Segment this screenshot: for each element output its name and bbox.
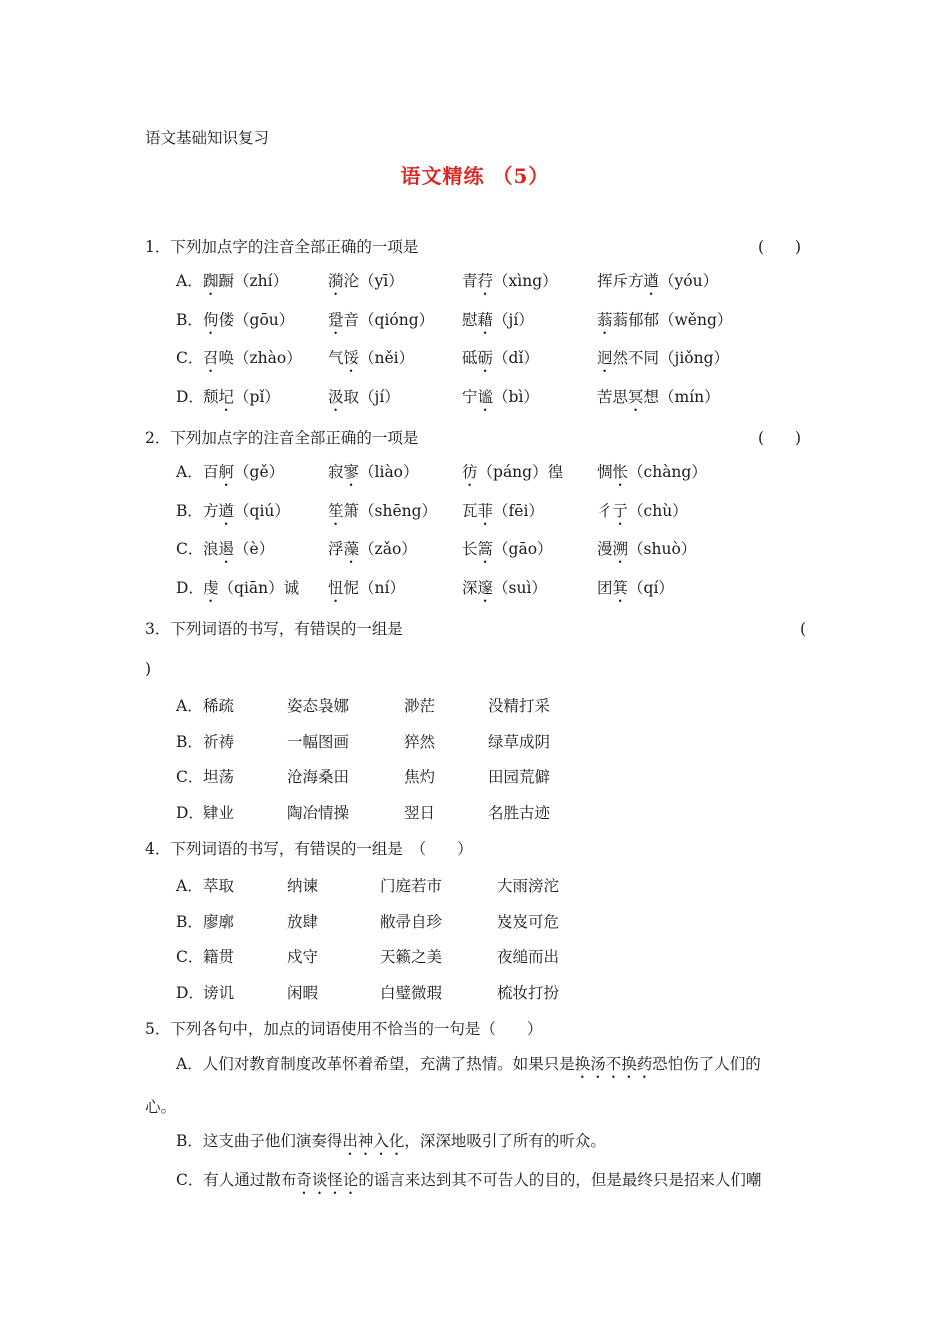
q1-option-item [328,310,434,338]
dotted-character: 遒 [218,502,235,520]
option-text: 砥 [462,349,478,367]
dotted-character: 踟 [203,272,219,290]
q2-option-item [328,539,417,567]
dotted-character: 寥 [343,463,360,481]
q4-option-letter: C． [176,948,204,966]
q2-option-letter: C． [176,540,204,558]
dotted-character: 怅 [612,463,629,481]
dotted-character: 迥 [597,349,613,367]
q3-option-word: 一幅图画 [287,733,350,751]
q4-option-word: 廖廓 [203,913,235,931]
q1-option-item [203,387,280,415]
option-text: （gě） [234,463,285,481]
q2-answer-paren: ( ) [758,429,802,447]
q3-option-word: 姿态袅娜 [287,697,350,715]
option-text: （è） [234,540,275,558]
option-text: （zǎo） [359,540,417,558]
q4-option-word: 闲暇 [287,984,319,1002]
q4-option-word: 梳妆打扮 [497,984,560,1002]
option-text: 箫（shēng） [343,502,438,520]
q3-option-word: 田园荒僻 [488,768,551,786]
option-text: 青 [462,272,478,290]
option-text: （fēi） [493,502,544,520]
q1-answer-paren: ( ) [758,238,802,256]
dotted-character: 箕 [612,579,629,597]
q2-option-letter: D． [176,579,204,597]
q3-option-letter: B． [176,733,203,751]
q3-option-word: 稀疏 [203,697,235,715]
q1-option-item [597,271,718,299]
q4-option-word: 岌岌可危 [497,913,560,931]
dotted-character: 舸 [218,463,235,481]
q4-option-letter: D． [176,984,204,1002]
q2-option-item [328,462,419,490]
dotted-character: 菲 [477,502,494,520]
q3-option-word: 沧海桑田 [287,768,350,786]
option-text: 浮 [328,540,344,558]
option-text: （liào） [359,463,419,481]
q5-option-c [176,1170,761,1198]
option-text: （dǐ） [493,349,539,367]
option-text: （něi） [359,349,415,367]
q2-option-item [597,501,688,529]
q3-answer-paren-open: ( [800,620,807,638]
option-text: （bì） [493,388,539,406]
dotted-character: 忸 [328,579,344,597]
option-text: 瓦 [462,502,478,520]
q1-option-item [462,348,539,376]
option-text: （chù） [628,502,688,520]
q2-option-item [203,539,274,567]
dotted-character: 彷 [462,463,478,481]
q5-stem: 5．下列各句中，加点的词语使用不恰当的一句是（ ） [145,1020,543,1038]
q4-option-word: 大雨滂沱 [497,877,560,895]
q2-stem: 2．下列加点字的注音全部正确的一项是 [145,429,419,447]
q2-option-item [328,501,437,529]
q4-option-word: 敝帚自珍 [380,913,443,931]
dotted-character: 虔 [203,579,219,597]
q2-option-item [203,462,284,490]
q3-answer-paren-close: ) [145,660,152,678]
dotted-character: 荇 [477,272,494,290]
q2-option-letter: A． [176,463,203,481]
q1-option-letter: D． [176,388,204,406]
dotted-character: 跫 [328,311,344,329]
q3-option-word: 焦灼 [404,768,436,786]
dotted-character: 圮 [218,388,235,406]
q1-option-item [597,310,732,338]
option-text: （xìng） [493,272,558,290]
q4-option-word: 天籁之美 [380,948,443,966]
q3-option-word: 没精打采 [488,697,551,715]
dotted-character: 藉 [477,311,494,329]
q2-option-item [597,578,674,606]
dotted-character: 冥 [628,388,644,406]
q2-option-item [462,539,553,567]
option-text: 挥斥方 [597,272,644,290]
option-text: 浪 [203,540,219,558]
option-text: （qiú） [234,502,290,520]
option-text: （chàng） [628,463,707,481]
q3-option-letter: C． [176,768,204,786]
q1-option-item [203,271,288,299]
q5-a-text-pre: A．人们对教育制度改革怀着希望，充满了热情。如果只是 [176,1055,575,1073]
option-text: 音（qióng） [343,311,435,329]
q1-option-item [328,348,414,376]
dotted-character: 砺 [477,349,494,367]
dotted-character: 溯 [612,540,629,558]
q2-option-item [597,539,696,567]
dotted-character: 邃 [477,579,494,597]
q4-option-word: 戍守 [287,948,319,966]
q3-option-word: 猝然 [404,733,436,751]
option-text: 彳 [597,502,613,520]
option-text: 团 [597,579,613,597]
option-text: 颓 [203,388,219,406]
q1-option-item [462,387,539,415]
q5-c-dotted-phrase: 奇谈怪论 [296,1171,359,1189]
q2-option-letter: B． [176,502,203,520]
q1-option-letter: A． [176,272,203,290]
dotted-character: 漪 [328,272,344,290]
option-text: 长 [462,540,478,558]
dotted-character: 佝 [203,311,219,329]
q3-option-word: 肄业 [203,804,235,822]
q3-option-word: 翌日 [404,804,436,822]
q3-option-word: 坦荡 [203,768,235,786]
q4-option-word: 白璧微瑕 [380,984,443,1002]
document-top-label: 语文基础知识复习 [145,129,270,147]
option-text: 惆 [597,463,613,481]
option-text: （gāo） [493,540,553,558]
q1-option-item [597,387,720,415]
q5-b-text-post: ，深深地吸引了所有的听众。 [404,1132,606,1150]
q2-option-item [462,462,563,490]
q4-stem: 4．下列词语的书写，有错误的一组是 （ ） [145,840,473,858]
option-text: （shuò） [628,540,697,558]
option-text: （suì） [493,579,547,597]
option-text: （qí） [628,579,674,597]
q1-option-item [203,310,294,338]
dotted-character: 遒 [643,272,660,290]
q1-option-letter: B． [176,311,203,329]
option-text: 宁 [462,388,478,406]
dotted-character: 蓊 [597,311,613,329]
q4-option-letter: B． [176,913,203,931]
option-text: 蹰（zhí） [218,272,289,290]
q2-option-item [203,501,290,529]
option-text: 方 [203,502,219,520]
option-text: 苦思 [597,388,629,406]
q5-b-dotted-phrase: 出神入化 [342,1132,405,1150]
option-text: 沦（yī） [343,272,404,290]
q5-b-text-pre: B．这支曲子他们演奏得 [176,1132,343,1150]
q4-option-word: 门庭若市 [380,877,443,895]
option-text: 寂 [328,463,344,481]
option-text: （yóu） [659,272,719,290]
q5-a-dotted-phrase: 换汤不换药 [574,1055,653,1073]
option-text: 想（mín） [643,388,720,406]
q3-option-word: 祈祷 [203,733,235,751]
q1-option-letter: C． [176,349,204,367]
q4-option-word: 放肆 [287,913,319,931]
option-text: 深 [462,579,478,597]
q4-option-letter: A． [176,877,203,895]
q3-stem: 3．下列词语的书写，有错误的一组是 [145,620,403,638]
option-text: 偻（gōu） [218,311,295,329]
option-text: （qiān）诚 [218,579,300,597]
page-title: 语文精练 （5） [400,164,550,188]
q1-stem: 1．下列加点字的注音全部正确的一项是 [145,238,419,256]
q1-option-item [462,271,558,299]
q4-option-word: 萃取 [203,877,235,895]
option-text: 唤（zhào） [218,349,302,367]
dotted-character: 篙 [477,540,494,558]
q5-c-text-pre: C．有人通过散布 [176,1171,297,1189]
option-text: （páng）徨 [477,463,564,481]
q3-option-letter: D． [176,804,204,822]
q1-option-item [597,348,729,376]
q5-option-a-cont: 心。 [145,1098,177,1116]
q4-option-word: 夜缒而出 [497,948,560,966]
q1-option-item [203,348,302,376]
q5-option-b [176,1131,606,1159]
q4-option-word: 谤讥 [203,984,235,1002]
option-text: 怩（ní） [343,579,405,597]
option-text: 气 [328,349,344,367]
option-text: 蓊郁郁（wěng） [612,311,733,329]
option-text: 然不同（jiǒng） [612,349,730,367]
q2-option-item [462,501,544,529]
option-text: （jí） [493,311,534,329]
option-text: （pǐ） [234,388,280,406]
dotted-character: 藻 [343,540,360,558]
q3-option-letter: A． [176,697,203,715]
option-text: 百 [203,463,219,481]
q3-option-word: 名胜古迹 [488,804,551,822]
q5-a-text-post: 恐怕伤了人们的 [652,1055,761,1073]
q1-option-item [328,387,400,415]
q3-option-word: 绿草成阴 [488,733,551,751]
q5-c-text-post: 的谣言来达到其不可告人的目的，但是最终只是招来人们嘲 [358,1171,762,1189]
dotted-character: 馁 [343,349,360,367]
dotted-character: 召 [203,349,219,367]
q4-option-word: 纳谏 [287,877,319,895]
q4-option-word: 籍贯 [203,948,235,966]
q3-option-word: 陶冶情操 [287,804,350,822]
dotted-character: 亍 [612,502,629,520]
option-text: 取（jí） [343,388,400,406]
option-text: 慰 [462,311,478,329]
q1-option-item [462,310,534,338]
q3-option-word: 渺茫 [404,697,436,715]
dotted-character: 汲 [328,388,344,406]
q2-option-item [203,578,299,606]
option-text: 漫 [597,540,613,558]
q1-option-item [328,271,404,299]
dotted-character: 笙 [328,502,344,520]
q2-option-item [462,578,547,606]
dotted-character: 谧 [477,388,494,406]
q2-option-item [597,462,707,490]
q5-option-a [176,1054,761,1082]
q2-option-item [328,578,405,606]
dotted-character: 遏 [218,540,235,558]
